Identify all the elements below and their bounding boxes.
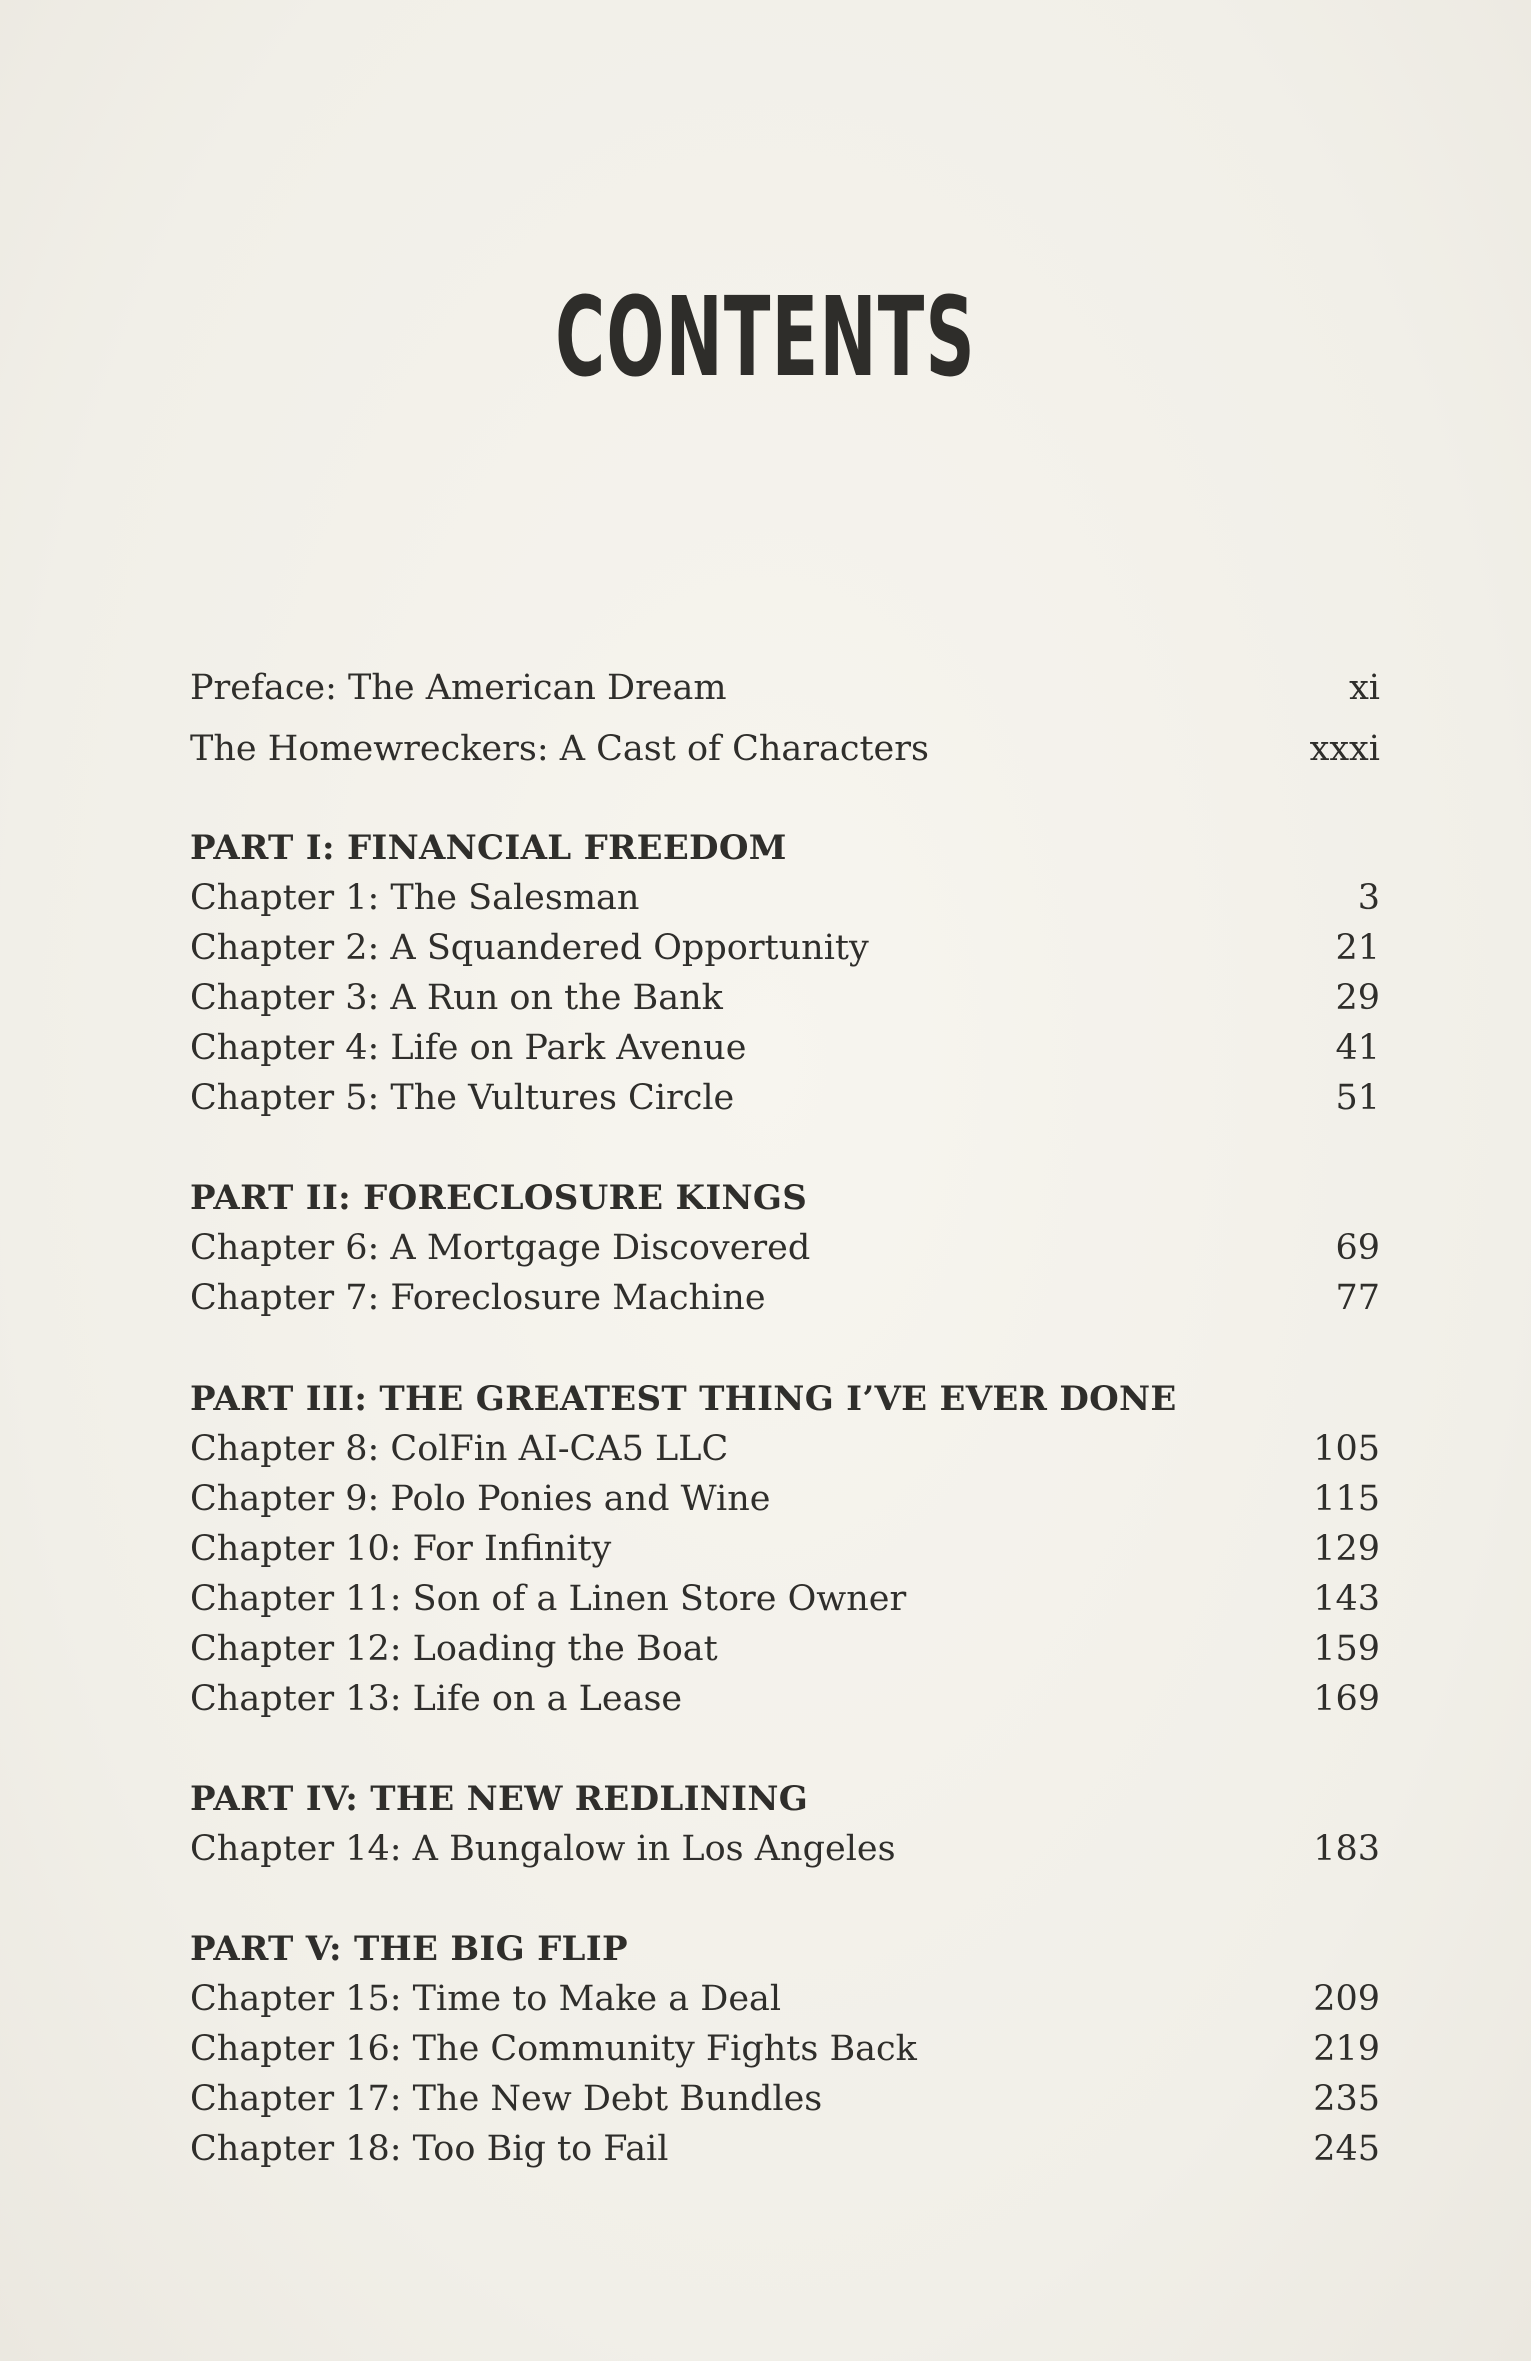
toc-entry-chapter-3[interactable]: [190, 975, 1380, 1021]
entry-page: 159: [1313, 1629, 1380, 1669]
toc-entry-chapter-15[interactable]: [190, 1976, 1380, 2022]
entry-page: xxxi: [1309, 729, 1380, 769]
entry-page: 129: [1313, 1529, 1380, 1569]
entry-page: 245: [1313, 2129, 1380, 2169]
toc-entry-chapter-5[interactable]: [190, 1075, 1380, 1121]
part-heading-4: PART IV: THE NEW REDLINING: [190, 1779, 809, 1819]
entry-title: Chapter 18: Too Big to Fail: [190, 2129, 669, 2169]
entry-title: Chapter 9: Polo Ponies and Wine: [190, 1479, 771, 1519]
toc-entry-chapter-14[interactable]: [190, 1826, 1380, 1872]
entry-page: 3: [1357, 878, 1380, 918]
toc-entry-chapter-13[interactable]: [190, 1676, 1380, 1722]
entry-page: 41: [1335, 1028, 1380, 1068]
entry-title: Chapter 7: Foreclosure Machine: [190, 1278, 766, 1318]
toc-entry-chapter-11[interactable]: [190, 1576, 1380, 1622]
entry-page: 115: [1313, 1479, 1380, 1519]
entry-page: 29: [1335, 978, 1380, 1018]
toc-entry-chapter-12[interactable]: [190, 1626, 1380, 1672]
entry-page: 51: [1335, 1078, 1380, 1118]
toc-entry-chapter-4[interactable]: [190, 1025, 1380, 1071]
entry-title: Chapter 16: The Community Fights Back: [190, 2029, 917, 2069]
entry-title: Chapter 13: Life on a Lease: [190, 1679, 683, 1719]
entry-page: 183: [1313, 1829, 1380, 1869]
toc-entry-chapter-8[interactable]: [190, 1426, 1380, 1472]
entry-page: 69: [1335, 1228, 1380, 1268]
toc-entry-preface[interactable]: [190, 665, 1380, 711]
toc-entry-chapter-9[interactable]: [190, 1476, 1380, 1522]
entry-page: 105: [1313, 1429, 1380, 1469]
entry-page: 169: [1313, 1679, 1380, 1719]
entry-page: 209: [1313, 1979, 1380, 2019]
toc-entry-chapter-17[interactable]: [190, 2076, 1380, 2122]
entry-title: Chapter 17: The New Debt Bundles: [190, 2079, 823, 2119]
toc-entry-chapter-2[interactable]: [190, 925, 1380, 971]
entry-page: 77: [1335, 1278, 1380, 1318]
entry-title: Chapter 5: The Vultures Circle: [190, 1078, 735, 1118]
entry-page: 21: [1335, 928, 1380, 968]
entry-title: Chapter 1: The Salesman: [190, 878, 640, 918]
entry-title: Chapter 10: For Infinity: [190, 1529, 612, 1569]
toc-entry-chapter-1[interactable]: [190, 875, 1380, 921]
toc-entry-chapter-7[interactable]: [190, 1275, 1380, 1321]
entry-title: Chapter 8: ColFin AI-CA5 LLC: [190, 1429, 729, 1469]
entry-title: Chapter 4: Life on Park Avenue: [190, 1028, 747, 1068]
entry-title: The Homewreckers: A Cast of Characters: [190, 729, 929, 769]
part-heading-3: PART III: THE GREATEST THING I’VE EVER DONE: [190, 1379, 1177, 1419]
part-heading-5: PART V: THE BIG FLIP: [190, 1929, 628, 1969]
part-heading-1: PART I: FINANCIAL FREEDOM: [190, 828, 787, 868]
entry-title: Chapter 3: A Run on the Bank: [190, 978, 723, 1018]
toc-entry-chapter-6[interactable]: [190, 1225, 1380, 1271]
entry-title: Chapter 6: A Mortgage Discovered: [190, 1228, 811, 1268]
entry-title: Chapter 12: Loading the Boat: [190, 1629, 718, 1669]
entry-page: 235: [1313, 2079, 1380, 2119]
toc-entry-chapter-16[interactable]: [190, 2026, 1380, 2072]
entry-title: Preface: The American Dream: [190, 668, 727, 708]
entry-title: Chapter 15: Time to Make a Deal: [190, 1979, 782, 2019]
entry-page: xi: [1349, 668, 1380, 708]
toc-entry-cast[interactable]: [190, 726, 1380, 772]
part-heading-2: PART II: FORECLOSURE KINGS: [190, 1178, 808, 1218]
page-title: CONTENTS: [555, 273, 976, 401]
entry-page: 219: [1313, 2029, 1380, 2069]
entry-title: Chapter 11: Son of a Linen Store Owner: [190, 1579, 907, 1619]
toc-entry-chapter-10[interactable]: [190, 1526, 1380, 1572]
entry-title: Chapter 14: A Bungalow in Los Angeles: [190, 1829, 896, 1869]
toc-entry-chapter-18[interactable]: [190, 2126, 1380, 2172]
entry-page: 143: [1313, 1579, 1380, 1619]
entry-title: Chapter 2: A Squandered Opportunity: [190, 928, 869, 968]
